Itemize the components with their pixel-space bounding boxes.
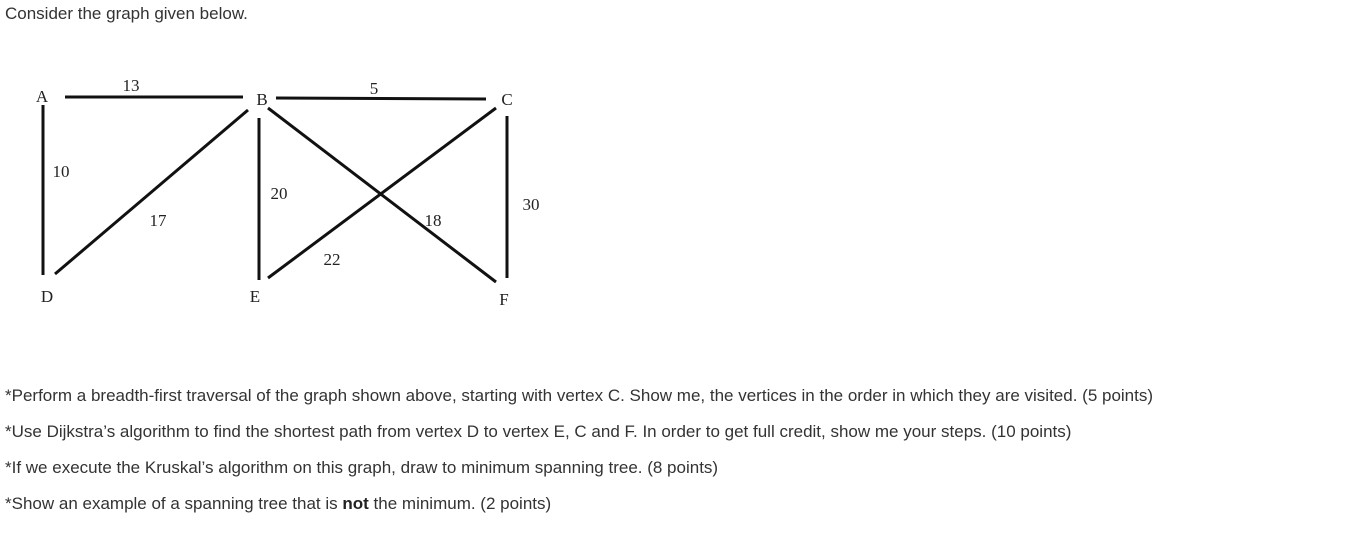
- weight-label-bd: 17: [149, 211, 167, 230]
- weight-label-ad: 10: [52, 162, 70, 181]
- edge-b-c: [276, 98, 486, 99]
- weight-label-cf: 30: [522, 195, 540, 214]
- question-spanning-tree: [5, 492, 1153, 528]
- graph-diagram: [0, 60, 600, 320]
- question-bfs-text: *Perform a breadth-first traversal of the graph shown above, starting with vertex C. Show me, the vertices in the order in which they are visited. (5 points): [5, 386, 1154, 405]
- question-kruskal: [5, 456, 1153, 492]
- vertex-label-d: D: [40, 287, 54, 306]
- vertex-label-c: C: [501, 90, 513, 109]
- vertex-label-f: F: [499, 290, 509, 309]
- weight-label-ab: 13: [122, 76, 140, 95]
- weight-label-ce: 22: [323, 250, 341, 269]
- weight-label-bf: 18: [424, 211, 442, 230]
- question-spanning-tree-emphasis: not: [342, 494, 369, 513]
- intro-text: Consider the graph given below.: [5, 4, 248, 23]
- weight-label-be: 20: [270, 184, 288, 203]
- question-spanning-tree-after: the minimum. (2 points): [368, 494, 552, 513]
- vertex-label-b: B: [256, 90, 268, 109]
- vertex-label-a: A: [35, 87, 49, 106]
- question-dijkstra: [5, 420, 1153, 456]
- vertex-label-e: E: [249, 287, 261, 306]
- question-spanning-tree-before: *Show an example of a spanning tree that is: [5, 494, 343, 513]
- edge-b-d: [52, 110, 248, 274]
- question-bfs: [5, 384, 1153, 420]
- question-list: [5, 384, 1153, 528]
- question-dijkstra-text: *Use Dijkstra’s algorithm to find the shortest path from vertex D to vertex E, C and F. In order to get full credit, show me your steps. (10 points): [5, 422, 1072, 441]
- question-kruskal-text: *If we execute the Kruskal’s algorithm on this graph, draw to minimum spanning tree. (8 points): [5, 458, 719, 477]
- weight-label-bc: 5: [369, 79, 379, 98]
